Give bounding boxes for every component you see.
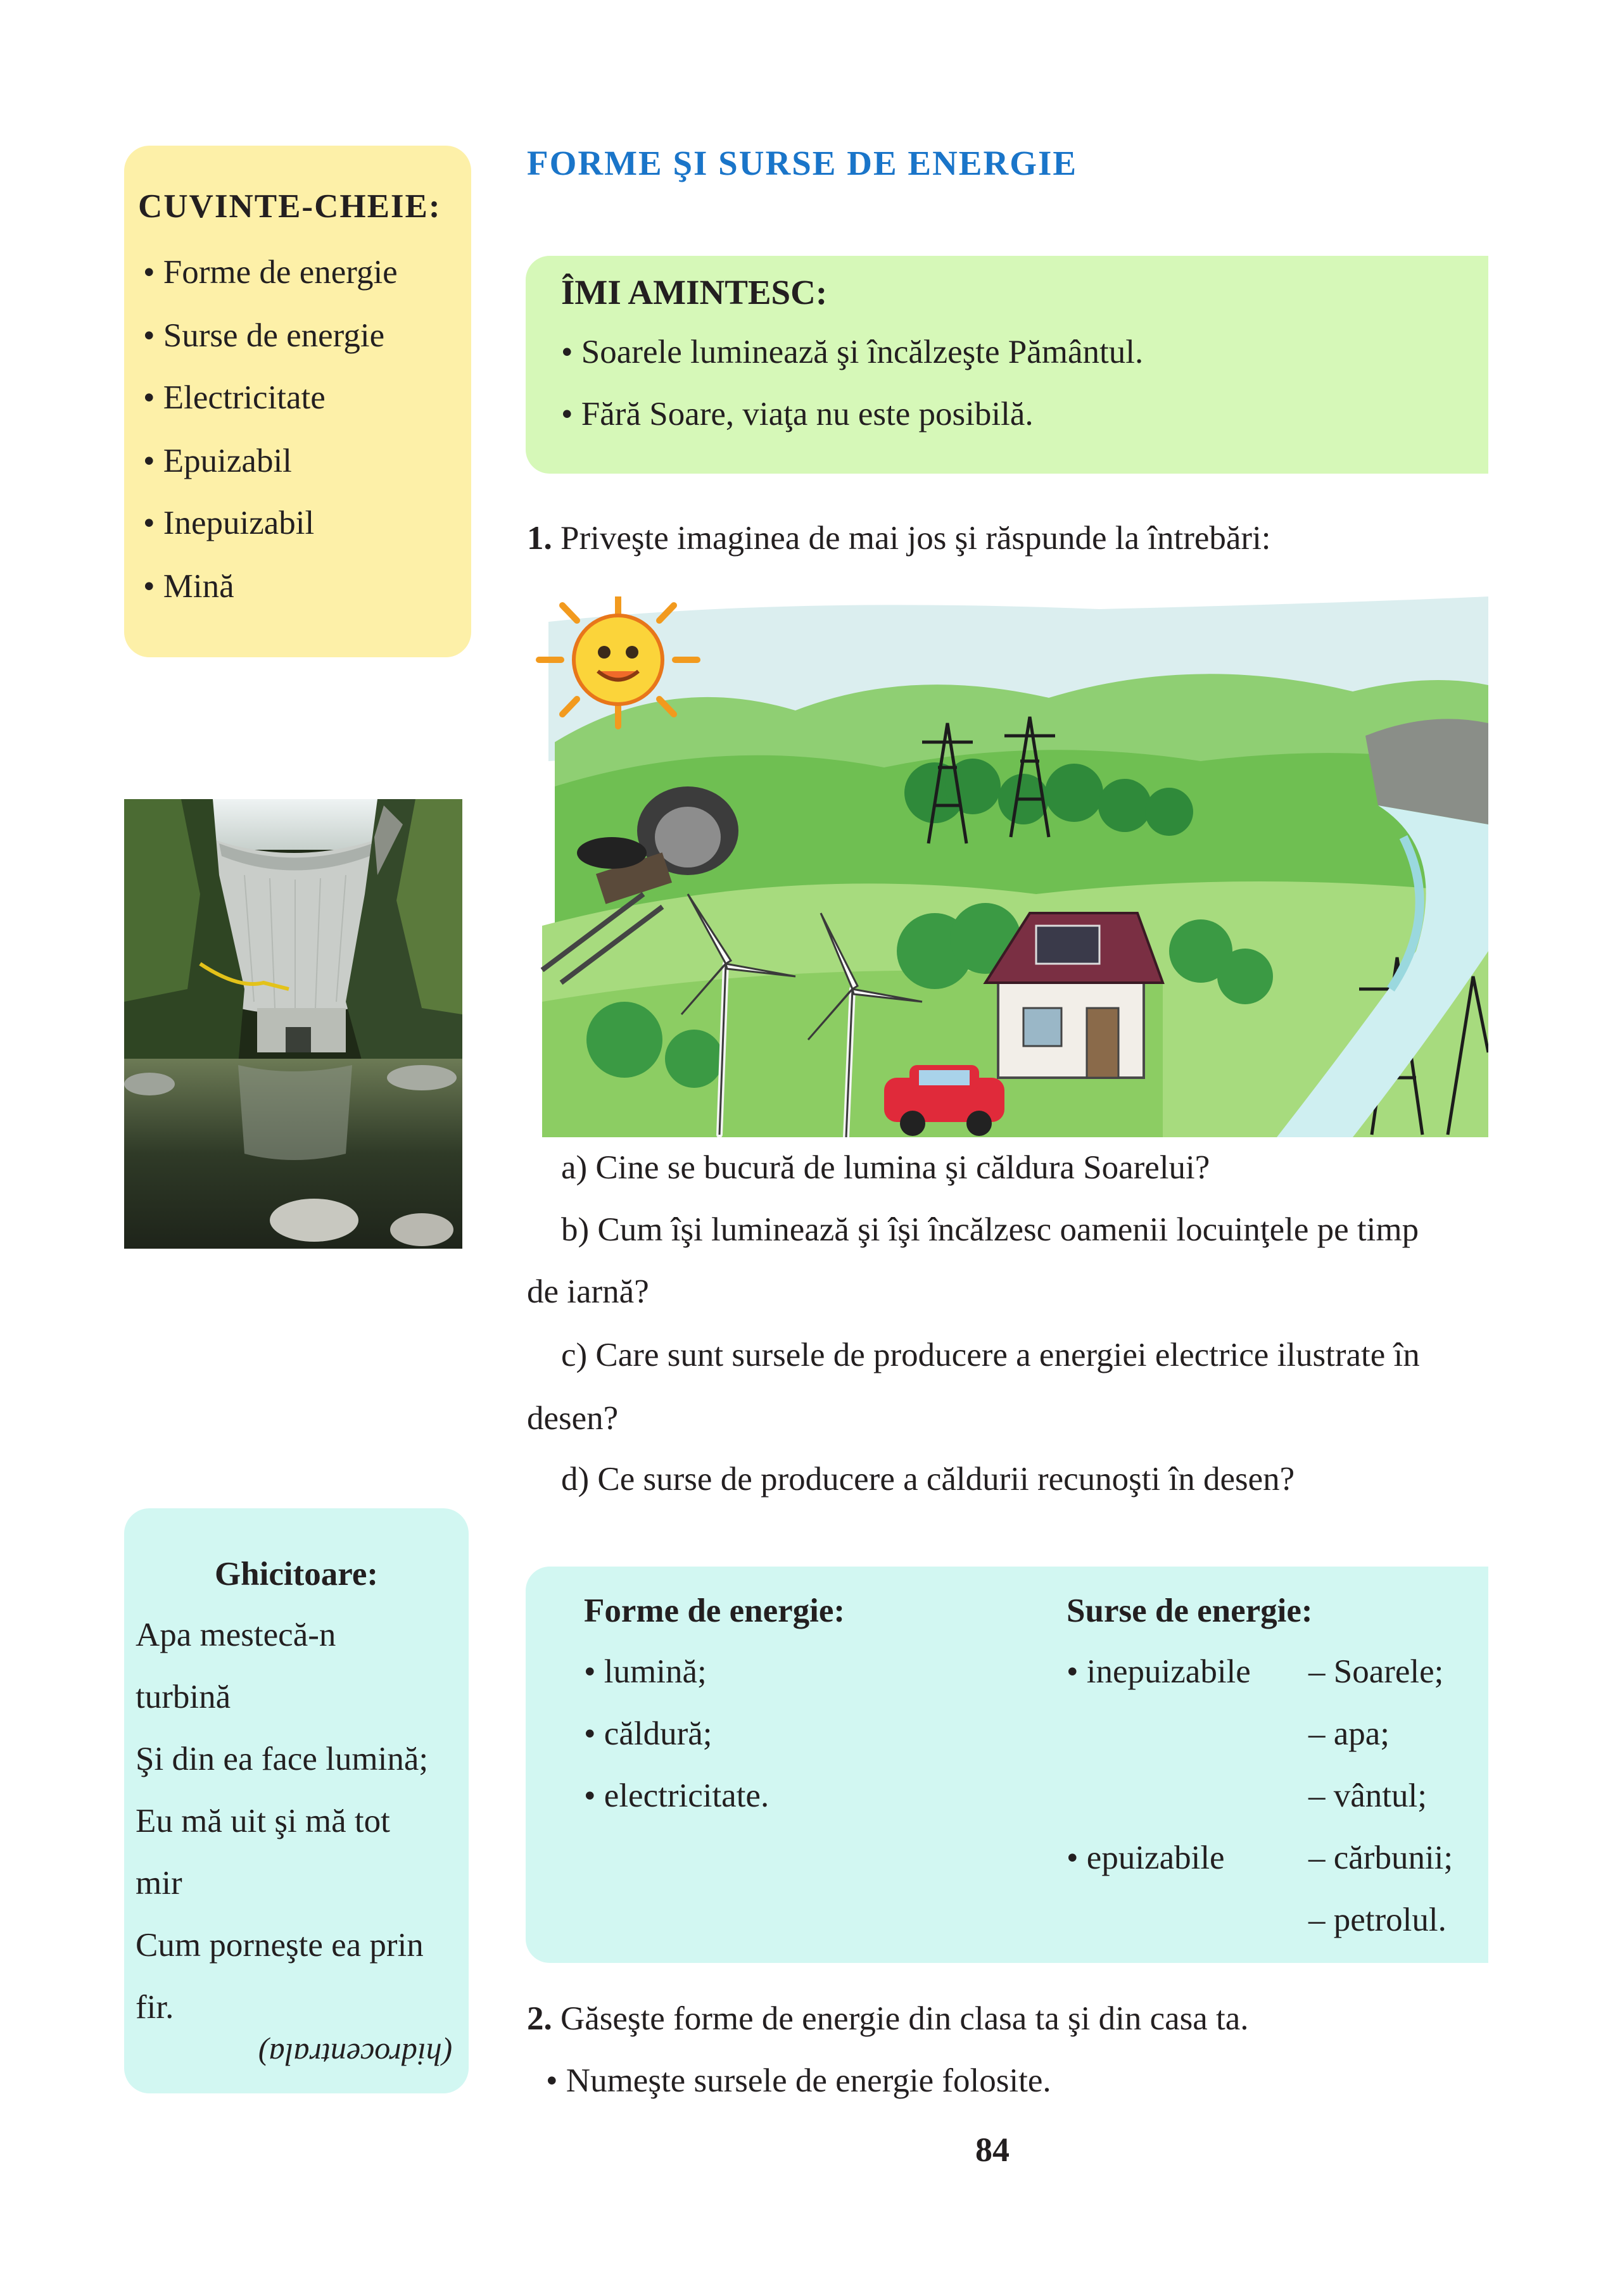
forms-title: Forme de energie: [584, 1593, 845, 1629]
source-item: – cărbunii; [1308, 1839, 1453, 1876]
exercise-1-prompt [527, 519, 1271, 557]
remember-item: • Fără Soare, viaţa nu este posibilă. [561, 396, 1034, 432]
section-title: FORME ŞI SURSE DE ENERGIE [527, 144, 1078, 182]
exercise-text: Priveşte imaginea de mai jos şi răspunde la întrebări: [552, 520, 1271, 557]
keywords-title: CUVINTE-CHEIE: [138, 188, 441, 225]
riddle-line: mir [136, 1865, 182, 1902]
question-b: b) Cum îşi luminează şi îşi încălzesc oamenii locuinţele pe timp [561, 1211, 1419, 1248]
remember-title: ÎMI AMINTESC: [561, 273, 828, 312]
remember-item: • Soarele luminează şi încălzeşte Pământul. [561, 334, 1144, 370]
exercise-number: 2. [527, 2000, 552, 2037]
exercise-2-prompt [527, 2000, 1249, 2038]
energy-landscape-illustration [529, 596, 1488, 1137]
riddle-line: Apa mestecă-n [136, 1617, 336, 1653]
form-item: • căldură; [584, 1715, 712, 1752]
keyword-item: • Electricitate [143, 379, 326, 416]
inexhaustible-label: • inepuizabile [1067, 1653, 1251, 1690]
keywords-box [124, 146, 471, 657]
riddle-box [124, 1508, 469, 2093]
riddle-line: turbină [136, 1679, 231, 1715]
question-c-cont: desen? [527, 1400, 619, 1437]
keyword-item: • Inepuizabil [143, 505, 315, 541]
form-item: • lumină; [584, 1653, 707, 1690]
exercise-text: Găseşte forme de energie din clasa ta şi din casa ta. [552, 2000, 1249, 2037]
riddle-line: fir. [136, 1989, 174, 2026]
remember-box [526, 256, 1488, 474]
riddle-line: Şi din ea face lumină; [136, 1741, 429, 1777]
question-b-cont: de iarnă? [527, 1273, 649, 1310]
riddle-line: Eu mă uit şi mă tot [136, 1803, 390, 1839]
sources-title: Surse de energie: [1067, 1593, 1313, 1629]
riddle-line: Cum porneşte ea prin [136, 1927, 424, 1964]
page-number: 84 [975, 2131, 1010, 2169]
keyword-item: • Forme de energie [143, 254, 398, 291]
source-item: – apa; [1308, 1715, 1390, 1752]
question-a: a) Cine se bucură de lumina şi căldura Soarelui? [561, 1149, 1210, 1186]
keyword-item: • Mină [143, 568, 234, 605]
question-c: c) Care sunt sursele de producere a energiei electrice ilustrate în [561, 1337, 1420, 1373]
riddle-answer-upside-down: (hidrocentrala) [258, 2037, 452, 2072]
source-item: – petrolul. [1308, 1902, 1447, 1938]
exercise-2-bullet: • Numeşte sursele de energie folosite. [546, 2062, 1051, 2099]
source-item: – vântul; [1308, 1777, 1427, 1814]
exhaustible-label: • epuizabile [1067, 1839, 1225, 1876]
source-item: – Soarele; [1308, 1653, 1444, 1690]
question-d: d) Ce surse de producere a căldurii recunoşti în desen? [561, 1461, 1295, 1498]
exercise-number: 1. [527, 520, 552, 557]
dam-photo [124, 799, 462, 1249]
riddle-title: Ghicitoare: [214, 1556, 379, 1593]
keyword-item: • Epuizabil [143, 443, 292, 479]
keyword-item: • Surse de energie [143, 317, 385, 354]
form-item: • electricitate. [584, 1777, 769, 1814]
energy-forms-sources-box [526, 1567, 1488, 1963]
